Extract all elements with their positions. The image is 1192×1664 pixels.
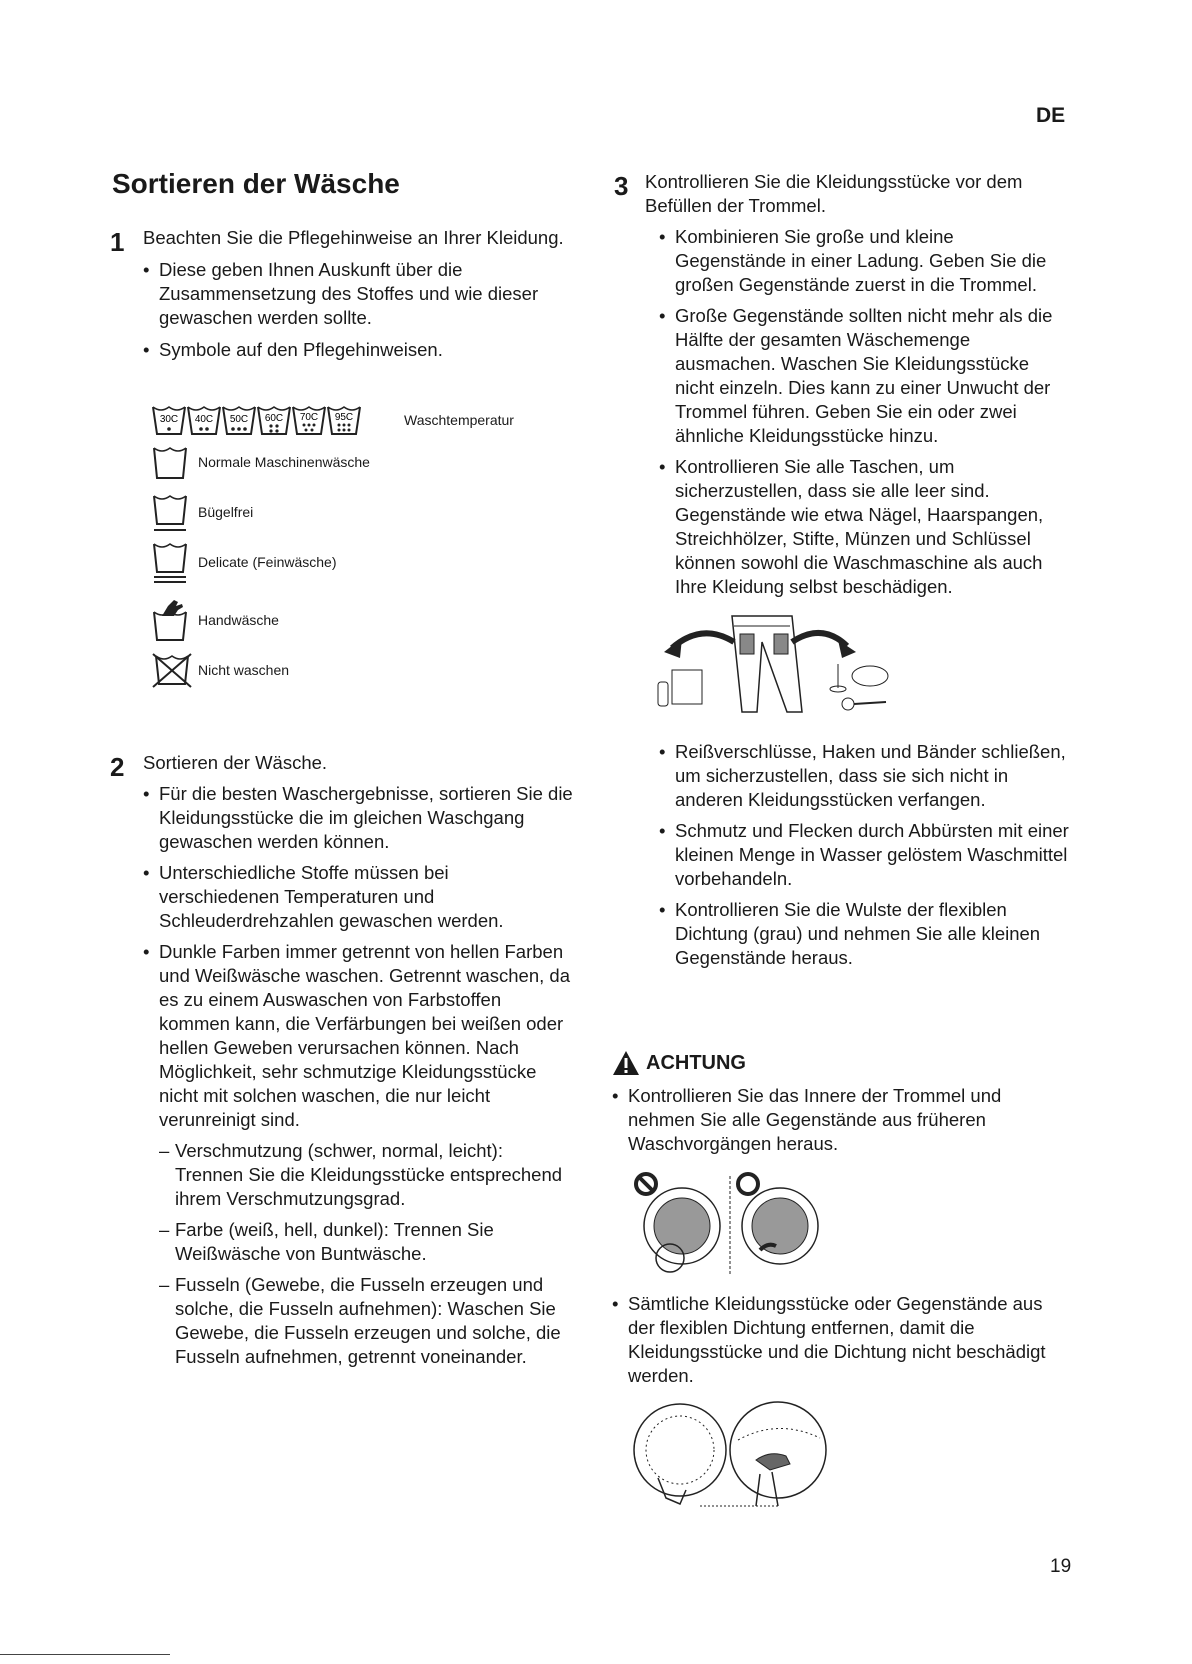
permanent-press-icon — [152, 492, 188, 532]
temp-label: 30C — [159, 414, 179, 425]
step-3-bullet: • Kontrollieren Sie alle Taschen, um sicherzustellen, dass sie alle leer sind. Gegenstände wie etwa Nägel, Haarspangen, Streichhölzer, Stifte, Münzen und Schlüssel können sowohl die Waschmaschine als auch Ihre Kleidung selbst beschädigen. — [659, 455, 1065, 599]
step-1-bullet: • Diese geben Ihnen Auskunft über die Zusammensetzung des Stoffes und wie dieser gewaschen werden sollte. — [143, 258, 583, 330]
wash-40-icon — [187, 404, 221, 436]
normal-wash-label: Normale Maschinenwäsche — [198, 454, 370, 470]
caution-bullet: • Sämtliche Kleidungsstücke oder Gegenstände aus der flexiblen Dichtung entfernen, damit die Kleidungsstücke und die Dichtung nicht beschädigt werden. — [612, 1292, 1072, 1388]
do-not-wash-label: Nicht waschen — [198, 662, 290, 678]
wash-30-icon — [152, 404, 186, 436]
page-title: Sortieren der Wäsche — [112, 168, 400, 199]
symbol-permanent-press — [152, 492, 253, 532]
step-3-bullet: • Reißverschlüsse, Haken und Bänder schließen, um sicherzustellen, dass sie sich nicht in anderen Kleidungsstücken verfangen. — [659, 740, 1079, 812]
step-3-bullet: • Schmutz und Flecken durch Abbürsten mit einer kleinen Menge in Wasser gelöstem Waschmittel vorbehandeln. — [659, 819, 1079, 891]
step-3-text: Kontrollieren Sie die Kleidungsstücke vor dem Befüllen der Trommel. — [645, 171, 1023, 216]
symbol-hand-wash — [152, 598, 279, 642]
step-1 — [143, 226, 583, 362]
hand-wash-label: Handwäsche — [198, 612, 279, 628]
care-symbols — [152, 404, 572, 704]
wash-50-icon — [222, 404, 256, 436]
temp-label: 40C — [194, 414, 214, 425]
temperature-symbols — [152, 404, 362, 436]
step-2 — [143, 751, 573, 1369]
permanent-press-label: Bügelfrei — [198, 504, 254, 520]
step-2-bullet: • Unterschiedliche Stoffe müssen bei verschiedenen Temperaturen und Schleuderdrehzahlen gewaschen werden. — [143, 861, 573, 933]
step-2-sub-item: – Fusseln (Gewebe, die Fusseln erzeugen und solche, die Fusseln aufnehmen): Waschen Sie Gewebe, die Fusseln erzeugen und solche, die Fusseln aufnehmen, getrennt voneinander. — [159, 1273, 573, 1369]
caution-title: ACHTUNG — [646, 1051, 746, 1074]
delicate-wash-label: Delicate (Feinwäsche) — [198, 554, 337, 570]
step-3-bullet: • Kombinieren Sie große und kleine Gegenstände in einer Ladung. Geben Sie die großen Gegenstände zuerst in die Trommel. — [659, 225, 1065, 297]
wash-70-icon — [292, 404, 326, 436]
footer-rule — [0, 1654, 170, 1655]
symbol-normal — [152, 444, 370, 480]
delicate-wash-icon — [152, 540, 188, 584]
empty-pockets-illustration — [652, 612, 892, 720]
caution-text-1 — [612, 1084, 1072, 1156]
temp-label: 95C — [334, 412, 354, 423]
step-2-bullet: • Für die besten Waschergebnisse, sortieren Sie die Kleidungsstücke die im gleichen Waschgang gewaschen werden können. — [143, 782, 573, 854]
temperature-label: Waschtemperatur — [404, 412, 514, 428]
temp-label: 70C — [299, 412, 319, 423]
step-1-text: Beachten Sie die Pflegehinweise an Ihrer Kleidung. — [143, 227, 564, 248]
step-2-sub-item: – Verschmutzung (schwer, normal, leicht): Trennen Sie die Kleidungsstücke entsprechend ihrem Verschmutzungsgrad. — [159, 1139, 573, 1211]
warning-triangle-icon — [612, 1050, 640, 1076]
temp-label: 50C — [229, 414, 249, 425]
step-2-number: 2 — [110, 752, 125, 782]
step-3-bullet: • Große Gegenstände sollten nicht mehr als die Hälfte der gesamten Wäschemenge ausmachen. Waschen Sie Kleidungsstücke nicht einzeln. Dies kann zu einer Unwucht der Trommel führen. Geben Sie ein oder zwei ähnliche Kleidungsstücke hinzu. — [659, 304, 1065, 448]
step-2-sub-item: – Farbe (weiß, hell, dunkel): Trennen Sie Weißwäsche von Buntwäsche. — [159, 1218, 573, 1266]
step-2-bullet: • Dunkle Farben immer getrennt von hellen Farben und Weißwäsche waschen. Getrennt waschen, da es zu einem Auswaschen von Farbstoffen kommen kann, die Verfärbungen bei weißen oder hellen Geweben verursachen können. Nach Möglichkeit, sehr schmutzige Kleidungsstücke nicht mit solchen waschen, die nur leicht verunreinigt sind. — [143, 940, 573, 1132]
step-3-bullet: • Kontrollieren Sie die Wulste der flexiblen Dichtung (grau) und nehmen Sie alle kleinen Gegenstände heraus. — [659, 898, 1079, 970]
language-tag: DE — [1036, 104, 1066, 127]
wash-95-icon — [327, 404, 361, 436]
step-2-text: Sortieren der Wäsche. — [143, 752, 328, 773]
normal-wash-icon — [152, 444, 188, 480]
gasket-cleaning-illustration — [630, 1398, 830, 1510]
wash-60-icon — [257, 404, 291, 436]
step-3-more — [659, 740, 1079, 970]
temp-label: 60C — [264, 413, 284, 424]
caution-bullet: • Kontrollieren Sie das Innere der Trommel und nehmen Sie alle Gegenstände aus früheren Waschvorgängen heraus. — [612, 1084, 1072, 1156]
symbol-do-not-wash — [152, 652, 289, 688]
page-number: 19 — [1050, 1556, 1072, 1577]
drum-check-illustration — [630, 1170, 830, 1280]
symbol-delicate — [152, 540, 337, 584]
step-1-bullet: • Symbole auf den Pflegehinweisen. — [143, 338, 583, 362]
caution-heading — [612, 1050, 746, 1076]
do-not-wash-icon — [152, 652, 192, 688]
caution-text-2 — [612, 1292, 1072, 1388]
step-3 — [645, 170, 1065, 599]
hand-wash-icon — [152, 598, 188, 642]
step-1-number: 1 — [110, 227, 125, 257]
step-3-number: 3 — [614, 171, 629, 201]
